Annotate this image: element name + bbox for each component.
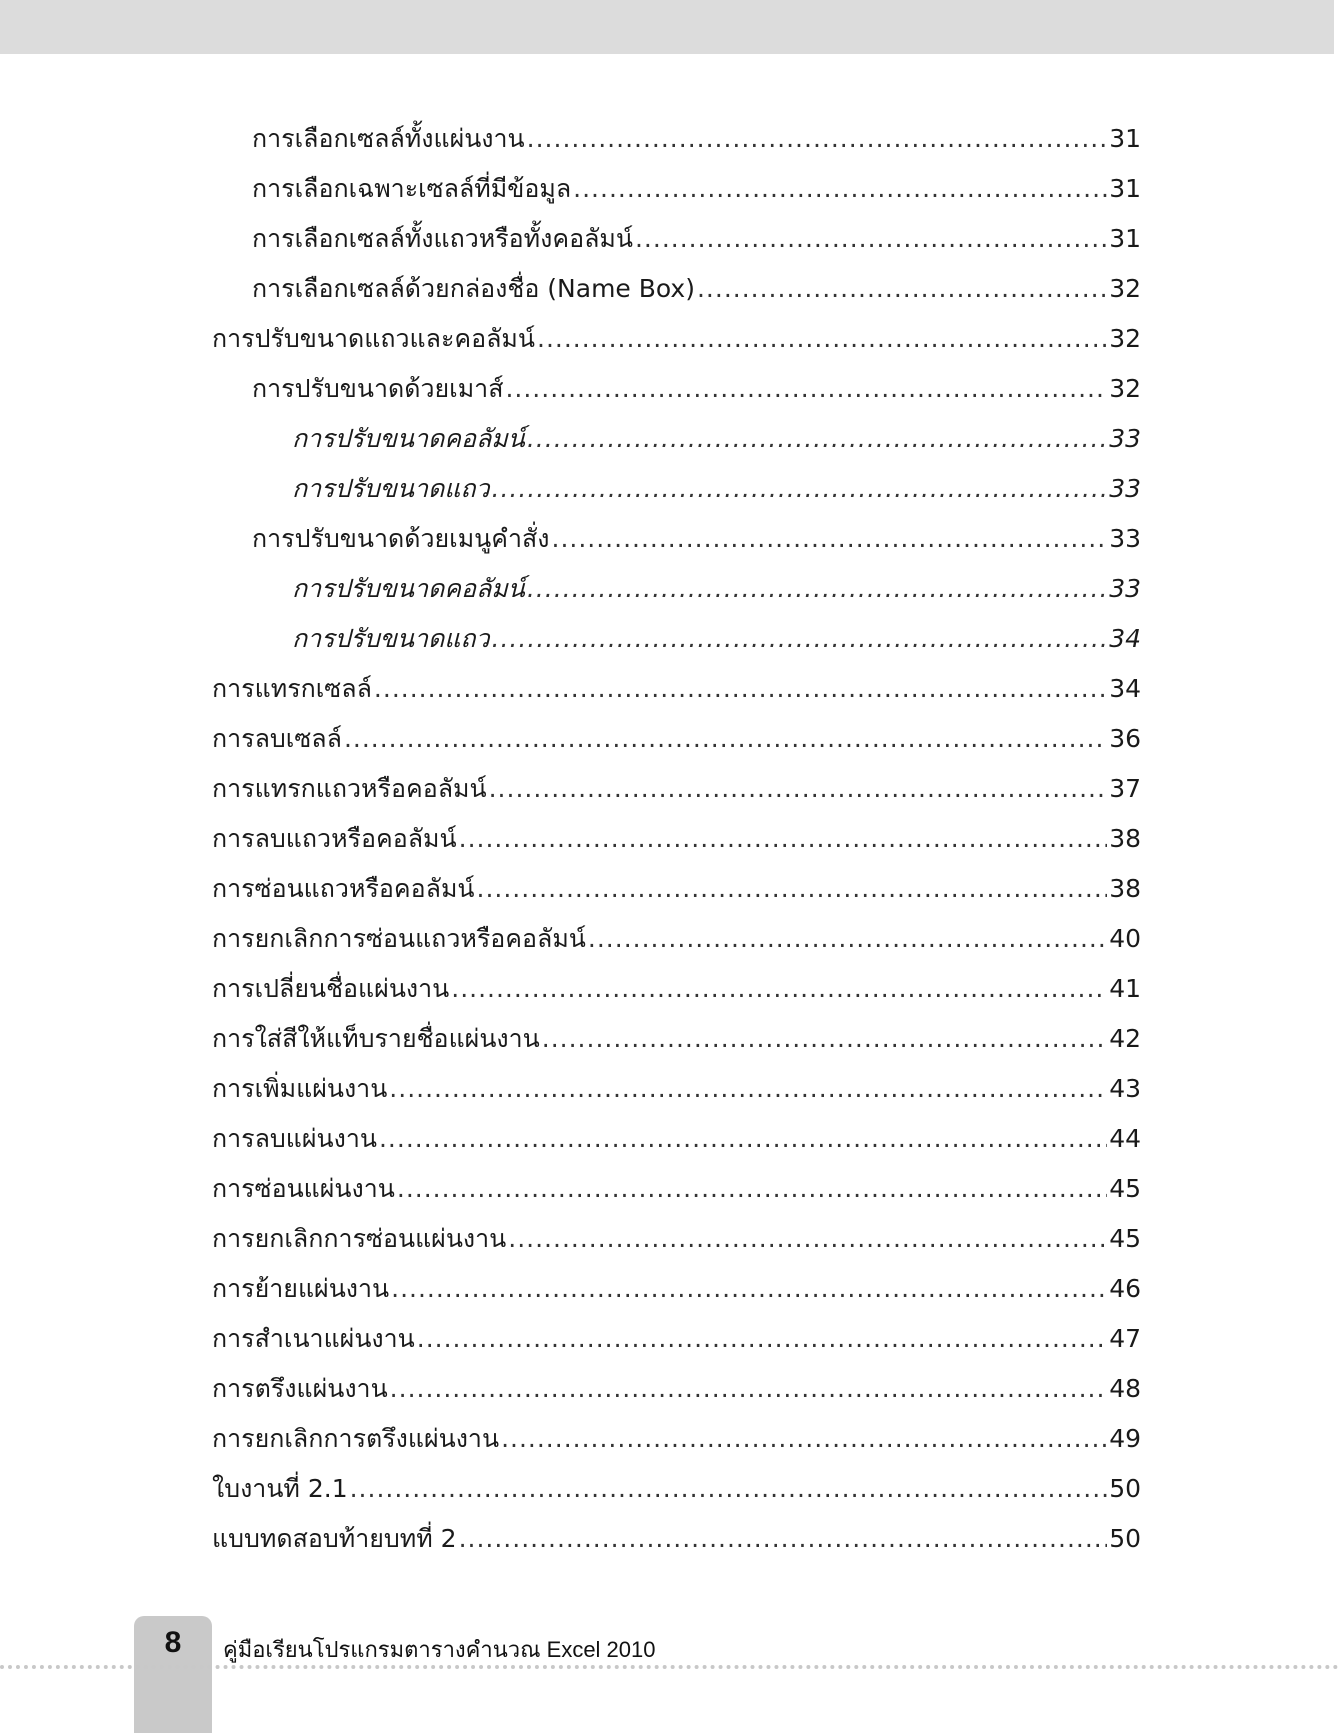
toc-dot-leader bbox=[697, 269, 1107, 309]
toc-entry bbox=[292, 619, 1141, 659]
toc-entry-page: 38 bbox=[1109, 874, 1141, 903]
toc-entry bbox=[252, 219, 1141, 259]
toc-dot-leader bbox=[552, 519, 1108, 559]
toc-entry-title: การซ่อนแถวหรือคอลัมน์ bbox=[212, 874, 475, 903]
toc-entry bbox=[212, 869, 1141, 909]
toc-entry bbox=[212, 969, 1141, 1009]
toc-dot-leader bbox=[459, 1519, 1108, 1559]
toc-entry-page: 49 bbox=[1109, 1424, 1141, 1453]
toc-entry-title: การใส่สีให้แท็บรายชื่อแผ่นงาน bbox=[212, 1024, 540, 1053]
toc-entry-title: การเลือกเซลล์ด้วยกล่องชื่อ (Name Box) bbox=[252, 274, 695, 303]
toc-entry-page: 32 bbox=[1109, 324, 1141, 353]
toc-dot-leader bbox=[635, 219, 1107, 259]
toc-dot-leader bbox=[417, 1319, 1107, 1359]
footer-book-title: คู่มือเรียนโปรแกรมตารางคำนวณ Excel 2010 bbox=[223, 1637, 656, 1662]
toc-entry-title: การปรับขนาดด้วยเมาส์ bbox=[252, 374, 504, 403]
toc-entry-page: 41 bbox=[1109, 974, 1141, 1003]
toc-entry-page: 48 bbox=[1109, 1374, 1141, 1403]
toc-entry-page: 37 bbox=[1109, 774, 1141, 803]
toc-dot-leader bbox=[374, 669, 1107, 709]
toc-entry bbox=[252, 269, 1141, 309]
toc-entry-title: การปรับขนาดคอลัมน์ bbox=[292, 424, 525, 453]
toc-entry bbox=[212, 1319, 1141, 1359]
toc-entry-title: การปรับขนาดคอลัมน์ bbox=[292, 574, 525, 603]
toc-entry bbox=[212, 1169, 1141, 1209]
toc-entry-title: การปรับขนาดด้วยเมนูคำสั่ง bbox=[252, 524, 550, 553]
toc-entry-page: 34 bbox=[1109, 624, 1141, 653]
toc-dot-leader bbox=[489, 769, 1108, 809]
toc-entry-title: การเลือกเฉพาะเซลล์ที่มีข้อมูล bbox=[252, 174, 572, 203]
toc-dot-leader bbox=[542, 1019, 1107, 1059]
toc-entry-page: 38 bbox=[1109, 824, 1141, 853]
toc-entry-title: การลบแถวหรือคอลัมน์ bbox=[212, 824, 457, 853]
toc-entry-title: การปรับขนาดแถว bbox=[292, 624, 490, 653]
toc-entry-page: 31 bbox=[1109, 224, 1141, 253]
toc-entry-page: 40 bbox=[1109, 924, 1141, 953]
toc-dot-leader bbox=[397, 1169, 1107, 1209]
toc-dot-leader bbox=[459, 819, 1108, 859]
toc-entry-page: 44 bbox=[1109, 1124, 1141, 1153]
toc-entry bbox=[252, 169, 1141, 209]
toc-entry-page: 32 bbox=[1109, 274, 1141, 303]
toc-dot-leader bbox=[477, 869, 1108, 909]
toc-entry-page: 50 bbox=[1109, 1474, 1141, 1503]
toc-entry-title: การเลือกเซลล์ทั้งแผ่นงาน bbox=[252, 124, 525, 153]
toc-entry-title: การปรับขนาดแถวและคอลัมน์ bbox=[212, 324, 535, 353]
toc-entry bbox=[212, 919, 1141, 959]
toc-dot-leader bbox=[391, 1269, 1107, 1309]
toc-dot-leader bbox=[344, 719, 1107, 759]
toc-dot-leader bbox=[537, 319, 1107, 359]
toc-dot-leader bbox=[527, 119, 1108, 159]
footer-dotted-divider bbox=[0, 1665, 1339, 1669]
toc-entry-title: การยกเลิกการซ่อนแผ่นงาน bbox=[212, 1224, 507, 1253]
toc-entry-page: 45 bbox=[1109, 1224, 1141, 1253]
toc-entry-title: การแทรกแถวหรือคอลัมน์ bbox=[212, 774, 487, 803]
toc-entry bbox=[212, 1269, 1141, 1309]
toc-entry bbox=[252, 369, 1141, 409]
toc-entry-page: 32 bbox=[1109, 374, 1141, 403]
toc-entry bbox=[212, 719, 1141, 759]
toc-entry-title: การซ่อนแผ่นงาน bbox=[212, 1174, 395, 1203]
toc-dot-leader bbox=[379, 1119, 1107, 1159]
page-number: 8 bbox=[164, 1626, 182, 1659]
toc-entry-title: การยกเลิกการซ่อนแถวหรือคอลัมน์ bbox=[212, 924, 586, 953]
toc-entry bbox=[212, 319, 1141, 359]
toc-entry-page: 43 bbox=[1109, 1074, 1141, 1103]
toc-entry-title: การแทรกเซลล์ bbox=[212, 674, 372, 703]
toc-entry-page: 34 bbox=[1109, 674, 1141, 703]
toc-entry bbox=[212, 1069, 1141, 1109]
toc-entry-page: 33 bbox=[1109, 574, 1141, 603]
toc-entry-page: 33 bbox=[1109, 524, 1141, 553]
toc-dot-leader bbox=[451, 969, 1107, 1009]
toc-entry bbox=[252, 119, 1141, 159]
toc-entry-page: 31 bbox=[1109, 124, 1141, 153]
toc-entry bbox=[212, 1369, 1141, 1409]
toc-entry-page: 47 bbox=[1109, 1324, 1141, 1353]
toc-entry bbox=[212, 1419, 1141, 1459]
toc-entry bbox=[212, 1469, 1141, 1509]
toc-entry-title: การสำเนาแผ่นงาน bbox=[212, 1324, 415, 1353]
toc-entry-title: การเพิ่มแผ่นงาน bbox=[212, 1074, 388, 1103]
toc-entry bbox=[292, 419, 1141, 459]
toc-dot-leader bbox=[527, 419, 1107, 459]
toc-dot-leader bbox=[501, 1419, 1107, 1459]
toc-entry-page: 46 bbox=[1109, 1274, 1141, 1303]
toc-entry-title: ใบงานที่ 2.1 bbox=[212, 1474, 348, 1503]
toc-entry-title: การเลือกเซลล์ทั้งแถวหรือทั้งคอลัมน์ bbox=[252, 224, 633, 253]
toc-entry-page: 31 bbox=[1109, 174, 1141, 203]
toc-entry-page: 33 bbox=[1109, 424, 1141, 453]
toc-dot-leader bbox=[527, 569, 1107, 609]
toc-entry-page: 45 bbox=[1109, 1174, 1141, 1203]
toc-entry bbox=[212, 1119, 1141, 1159]
toc-entry-title: การยกเลิกการตรึงแผ่นงาน bbox=[212, 1424, 500, 1453]
toc-dot-leader bbox=[573, 169, 1107, 209]
toc-entry-title: การลบเซลล์ bbox=[212, 724, 342, 753]
toc-entry-page: 42 bbox=[1109, 1024, 1141, 1053]
toc-entry bbox=[212, 1219, 1141, 1259]
toc-entry bbox=[212, 1519, 1141, 1559]
toc-entry-page: 33 bbox=[1109, 474, 1141, 503]
toc-dot-leader bbox=[492, 469, 1108, 509]
toc-entry bbox=[212, 1019, 1141, 1059]
toc-dot-leader bbox=[505, 369, 1107, 409]
toc-entry-page: 50 bbox=[1109, 1524, 1141, 1553]
toc-entry-title: การลบแผ่นงาน bbox=[212, 1124, 377, 1153]
toc-entry bbox=[212, 819, 1141, 859]
toc-entry-title: การเปลี่ยนชื่อแผ่นงาน bbox=[212, 974, 450, 1003]
toc-entry-page: 36 bbox=[1109, 724, 1141, 753]
toc-entry-title: การปรับขนาดแถว bbox=[292, 474, 490, 503]
toc-dot-leader bbox=[350, 1469, 1108, 1509]
toc-entry-title: การย้ายแผ่นงาน bbox=[212, 1274, 390, 1303]
toc-dot-leader bbox=[508, 1219, 1107, 1259]
toc-entry bbox=[212, 669, 1141, 709]
toc-entry bbox=[292, 469, 1141, 509]
toc-dot-leader bbox=[389, 1069, 1107, 1109]
toc-entry bbox=[252, 519, 1141, 559]
toc-entry-title: แบบทดสอบท้ายบทที่ 2 bbox=[212, 1524, 457, 1553]
toc-dot-leader bbox=[492, 619, 1108, 659]
toc-dot-leader bbox=[588, 919, 1107, 959]
toc-dot-leader bbox=[390, 1369, 1108, 1409]
toc-entry bbox=[212, 769, 1141, 809]
toc-entry-title: การตรึงแผ่นงาน bbox=[212, 1374, 388, 1403]
toc-entry bbox=[292, 569, 1141, 609]
